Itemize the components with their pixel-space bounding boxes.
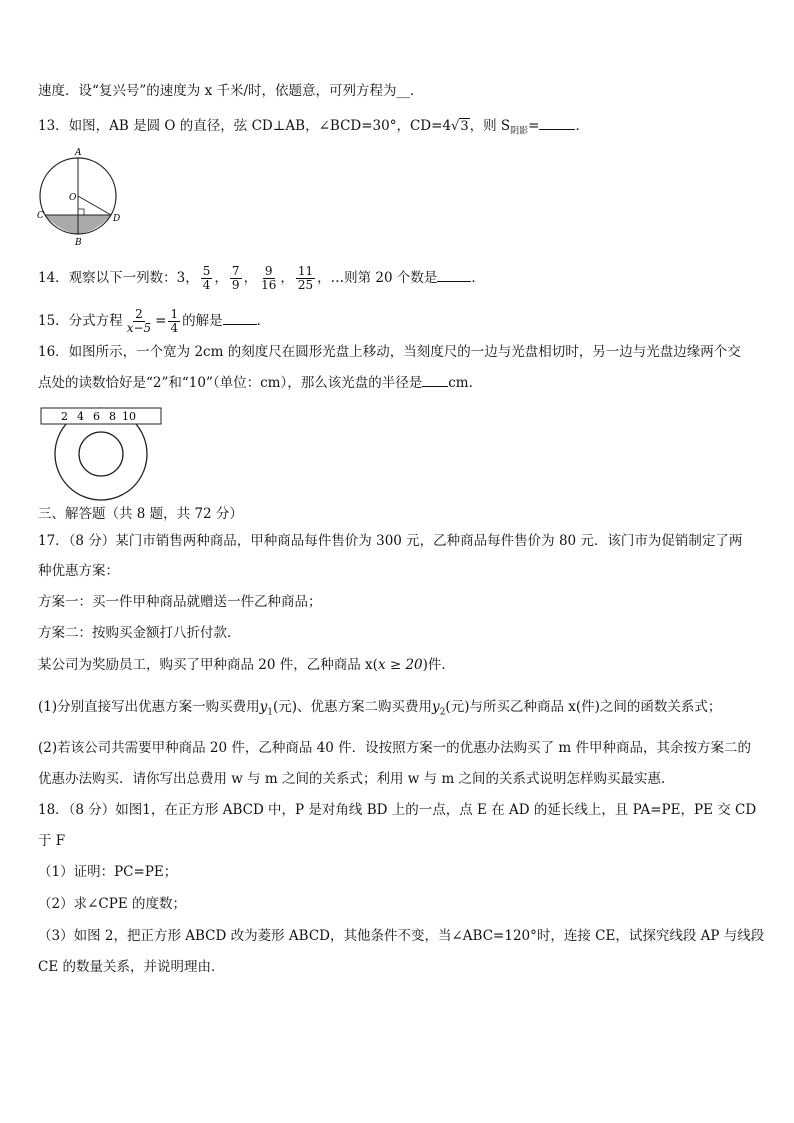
question-14: 14．观察以下一列数：3， $\frac{5}{4}$ ， $\frac{7}{9}$ ， $\frac{9}{16}$ ， $\frac{11}{25}$ ，…则第 20 个数是 ． xyxy=(38,264,485,292)
q14-text-b: ，…则第 20 个数是 xyxy=(317,270,438,286)
q18-part3-line1: （3）如图 2，把正方形 ABCD 改为菱形 ABCD，其他条件不变，当∠ABC=120°时，连接 CE，试探究线段 AP 与线段 xyxy=(38,928,765,944)
sqrt-expr: √3 xyxy=(451,119,469,134)
y1-sub: 1 xyxy=(267,707,273,718)
answer-blank xyxy=(539,117,575,130)
q17-line5 xyxy=(38,656,455,674)
q16-unit: cm. xyxy=(448,375,473,391)
y2-var: y xyxy=(432,699,440,715)
fraction-11-25: $\frac{11}{25}$ xyxy=(297,264,314,292)
figure-16-disc-ruler xyxy=(40,406,164,504)
q17-part1 xyxy=(38,698,721,722)
q12-tail: 速度．设“复兴号”的速度为 x 千米/时，依题意，可列方程为__． xyxy=(38,83,424,99)
q14-text: 14．观察以下一列数：3， xyxy=(38,270,199,286)
q17-p1-text-c: (元)与所买乙种商品 x(件)之间的函数关系式； xyxy=(445,699,722,715)
label-a: A xyxy=(75,148,82,158)
q13-eq: = xyxy=(528,118,540,134)
y1-var: y xyxy=(259,699,268,715)
question-13 xyxy=(38,117,589,141)
q18-part3-line2: CE 的数量关系，并说明理由． xyxy=(38,959,225,975)
q17-p1-text-b: (元)、优惠方案二购买费用 xyxy=(273,699,433,715)
q17-text: 某公司为奖励员工，购买了甲种商品 20 件，乙种商品 x( xyxy=(38,657,378,673)
q13-text-b: ，则 S xyxy=(469,118,511,134)
label-b: B xyxy=(75,238,82,248)
q15-end: ． xyxy=(256,313,271,329)
question-16-line1: 16．如图所示，一个宽为 2cm 的刻度尺在圆形光盘上移动，当刻度尺的一边与光盘相切时，另一边与光盘边缘两个交 xyxy=(38,344,741,360)
radius-od xyxy=(78,196,111,215)
tick-10: 10 xyxy=(122,410,136,423)
q14-end: ． xyxy=(471,270,485,286)
q17-text-c: )件． xyxy=(422,657,455,673)
fraction-5-4: $\frac{5}{4}$ xyxy=(202,264,211,292)
answer-blank xyxy=(422,374,448,387)
label-o: O xyxy=(69,193,77,203)
label-d: D xyxy=(113,214,121,224)
tick-4: 4 xyxy=(77,410,84,423)
y2-sub: 2 xyxy=(439,707,446,718)
q17-part2-line1: (2)若该公司共需要甲种商品 20 件，乙种商品 40 件．设按照方案一的优惠办法购买了 m 件甲种商品，其余按方案二的 xyxy=(38,740,752,756)
q18-line1: 18．（8 分）如图1，在正方形 ABCD 中，P 是对角线 BD 上的一点，点 E 在 AD 的延长线上，且 PA=PE，PE 交 CD xyxy=(38,802,757,818)
q17-condition: x ≥ 20 xyxy=(377,657,423,673)
q17-line1: 17．（8 分）某门市销售两种商品，甲种商品每件售价为 300 元，乙种商品每件售价为 80 元．该门市为促销制定了两 xyxy=(38,533,743,549)
q17-line2: 种优惠方案： xyxy=(38,563,119,579)
fraction-1-4: $\frac{1}{4}$ xyxy=(170,307,179,335)
q13-text: 13．如图，AB 是圆 O 的直径，弦 CD⊥AB，∠BCD=30°，CD=4 xyxy=(38,118,452,134)
question-16-line2 xyxy=(38,374,473,392)
ruler xyxy=(41,408,161,424)
fraction-7-9: $\frac{7}{9}$ xyxy=(231,264,240,292)
figure-13-circle xyxy=(36,144,126,248)
answer-blank xyxy=(223,312,257,325)
q13-subscript: 阴影 xyxy=(510,126,529,137)
q17-p1-text: (1)分别直接写出优惠方案一购买费用 xyxy=(38,699,260,715)
q18-line2: 于 F xyxy=(38,833,66,849)
q17-plan1: 方案一：买一件甲种商品就赠送一件乙种商品； xyxy=(38,594,322,610)
label-c: C xyxy=(37,211,44,221)
q13-end: ． xyxy=(575,118,589,134)
q15-text-b: 的解是 xyxy=(182,313,223,329)
q17-plan2: 方案二：按购买金额打八折付款． xyxy=(38,625,241,641)
fraction-2-over-x-5: $\frac{2}{x-5}$ xyxy=(126,307,152,335)
disc-inner xyxy=(79,432,123,476)
q18-part2: （2）求∠CPE 的度数； xyxy=(38,896,186,912)
tick-8: 8 xyxy=(109,410,116,423)
q15-equals: = xyxy=(155,313,167,329)
right-angle-mark xyxy=(78,209,84,215)
section-3-heading: 三、解答题（共 8 题，共 72 分） xyxy=(38,506,243,522)
tick-6: 6 xyxy=(93,410,100,423)
fraction-9-16: $\frac{9}{16}$ xyxy=(261,264,277,292)
q16-text: 点处的读数恰好是“2”和“10”（单位：cm），那么该光盘的半径是 xyxy=(38,375,423,391)
q17-part2-line2: 优惠办法购买．请你写出总费用 w 与 m 之间的关系式；利用 w 与 m 之间的关系式说明怎样购买最实惠． xyxy=(38,771,675,787)
answer-blank xyxy=(437,269,471,282)
q15-text: 15．分式方程 xyxy=(38,313,123,329)
tick-2: 2 xyxy=(61,410,68,423)
question-15 xyxy=(38,306,270,336)
q18-part1: （1）证明：PC=PE； xyxy=(38,864,178,880)
